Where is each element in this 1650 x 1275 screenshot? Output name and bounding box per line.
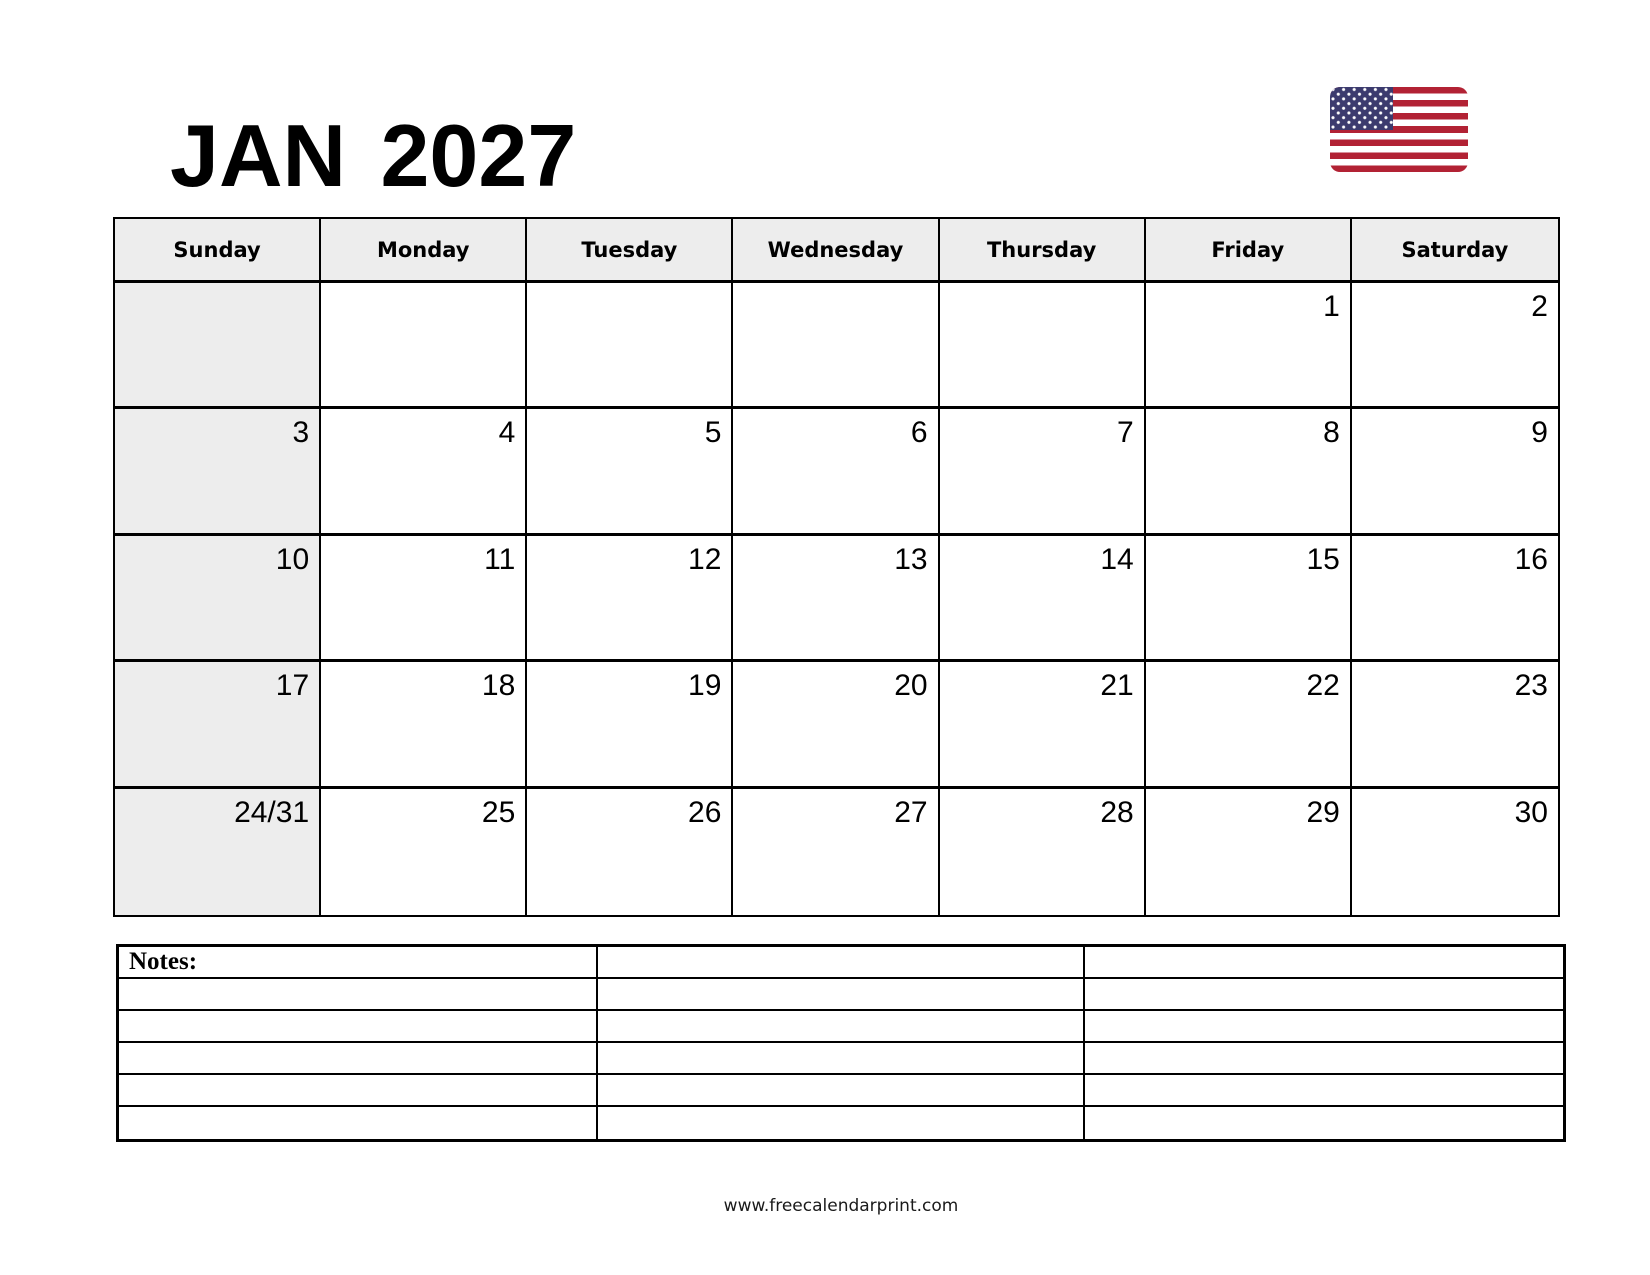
date-cell [527,283,733,409]
notes-label: Notes: [119,947,598,979]
date-cell: 4 [321,409,527,535]
date-cell: 24/31 [115,789,321,915]
footer-url: www.freecalendarprint.com [723,1196,959,1216]
notes-empty-cell [598,979,1085,1011]
date-cell: 19 [527,662,733,788]
day-header-wednesday: Wednesday [733,219,939,283]
date-cell: 6 [733,409,939,535]
notes-empty-cell [598,1011,1085,1043]
notes-empty-cell [119,979,598,1011]
notes-empty-cell [1085,1107,1563,1139]
date-cell: 5 [527,409,733,535]
us-flag-canton-stars [1330,87,1393,130]
date-cell: 14 [940,536,1146,662]
date-cell: 27 [733,789,939,915]
date-cell: 29 [1146,789,1352,915]
notes-empty-cell [598,1043,1085,1075]
notes-empty-cell [1085,1043,1563,1075]
notes-empty-cell [598,1107,1085,1139]
notes-empty-cell [1085,1011,1563,1043]
notes-empty-cell [598,947,1085,979]
date-cell: 21 [940,662,1146,788]
day-header-saturday: Saturday [1352,219,1558,283]
date-cell [733,283,939,409]
date-cell: 17 [115,662,321,788]
date-cell: 18 [321,662,527,788]
date-cell: 1 [1146,283,1352,409]
day-header-monday: Monday [321,219,527,283]
notes-empty-cell [119,1043,598,1075]
page-title: JAN 2027 [170,106,577,205]
notes-empty-cell [1085,1075,1563,1107]
date-cell: 28 [940,789,1146,915]
date-cell: 23 [1352,662,1558,788]
day-header-thursday: Thursday [940,219,1146,283]
notes-table [116,944,1566,1142]
date-cell: 13 [733,536,939,662]
date-cell [940,283,1146,409]
notes-empty-cell [119,1107,598,1139]
us-flag-icon [1330,87,1468,172]
date-cell [321,283,527,409]
date-cell: 15 [1146,536,1352,662]
notes-empty-cell [1085,979,1563,1011]
day-header-sunday: Sunday [115,219,321,283]
date-cell [115,283,321,409]
date-cell: 11 [321,536,527,662]
date-cell: 20 [733,662,939,788]
date-cell: 25 [321,789,527,915]
date-cell: 7 [940,409,1146,535]
day-header-tuesday: Tuesday [527,219,733,283]
date-cell: 30 [1514,795,1548,829]
date-cell: 2 [1352,283,1558,409]
date-cell: 22 [1146,662,1352,788]
notes-empty-cell [119,1075,598,1107]
date-cell: 3 [115,409,321,535]
date-cell: 8 [1146,409,1352,535]
day-header-friday: Friday [1146,219,1352,283]
date-cell: 12 [527,536,733,662]
date-cell: 10 [115,536,321,662]
calendar-table [113,217,1560,917]
date-cell: 9 [1352,409,1558,535]
date-cell: 26 [527,789,733,915]
date-cell: 16 [1352,536,1558,662]
notes-empty-cell [119,1011,598,1043]
notes-empty-cell [598,1075,1085,1107]
notes-empty-cell [1085,947,1563,979]
